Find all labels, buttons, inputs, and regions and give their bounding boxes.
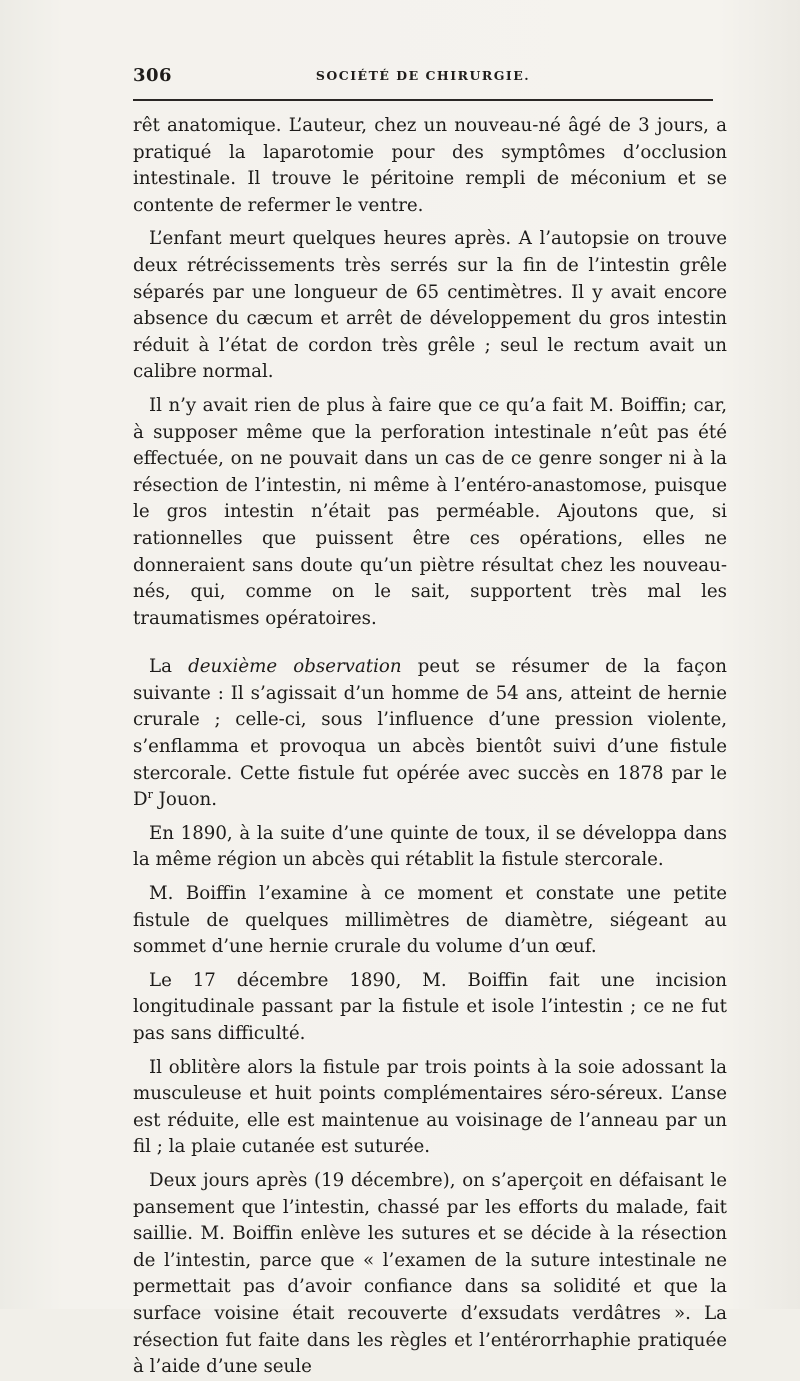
- page-number: 306: [133, 65, 173, 86]
- paragraph-continued: rêt anatomique. L’auteur, chez un nouveau-né âgé de 3 jours, a pratiqué la laparotomie pour des symptômes d’occlusion intestinale. Il trouve le péritoine rempli de méconium et se contente de refermer le ventre.: [133, 115, 727, 216]
- paragraph-examination: M. Boiffin l’examine à ce moment et constate une petite fistule de quelques millimètres de diamètre, siégeant au sommet d’une hernie crurale du volume d’un œuf.: [133, 883, 727, 958]
- p4-superscript: r: [147, 788, 153, 802]
- paragraph-autopsy: L’enfant meurt quelques heures après. A l’autopsie on trouve deux rétrécissements très serrés sur la fin de l’intestin grêle séparés par une longueur de 65 centimètres. Il y avait encore absence du cæcum et arrêt de développement du gros intestin réduit à l’état de cordon très grêle ; seul le rectum avait un calibre normal.: [133, 228, 727, 383]
- header-rule: [133, 99, 713, 101]
- paragraph-1890: En 1890, à la suite d’une quinte de toux, il se développa dans la même région un abcès qui rétablit la fistule stercorale.: [133, 822, 727, 871]
- paragraph-incision: Le 17 décembre 1890, M. Boiffin fait une incision longitudinale passant par la fistule et isole l’intestin ; ce ne fut pas sans difficulté.: [133, 969, 727, 1044]
- paragraph-commentary: Il n’y avait rien de plus à faire que ce qu’a fait M. Boiffin; car, à supposer même que la perforation intestinale n’eût pas été effectuée, on ne pouvait dans un cas de ce genre songer ni à la résection de l’intestin, ni même à l’entéro-anastomose, puisque le gros intestin n’était pas perméable. Ajoutons que, si rationnelles que puissent être ces opérations, elles ne donneraient sans doute qu’un piètre résultat chez les nouveau-nés, qui, comme on le sait, supportent très mal les traumatismes opératoires.: [133, 394, 727, 629]
- paragraph-second-observation: [133, 654, 727, 814]
- p4-rest: peut se résumer de la façon suivante : Il s’agissait d’un homme de 54 ans, atteint de hernie crurale ; celle-ci, sous l’influence d’une pression violente, s’enflamma et provoqua un abcès bientôt suivi d’une fistule stercorale. Cette fistule fut opérée avec succès en 1878 par le D: [133, 656, 728, 811]
- body-text: [133, 113, 727, 1381]
- paragraph-resection: Deux jours après (19 décembre), on s’aperçoit en défaisant le pansement que l’intestin, chassé par les efforts du malade, fait saillie. M. Boiffin enlève les sutures et se décide à la résection de l’intestin, parce que « l’examen de la suture intestinale ne permettait pas d’avoir confiance dans sa solidité et que la surface voisine était recouverte d’exsudats verdâtres ». La résection fut faite dans les règles et l’entérorrhaphie pratiquée à l’aide d’une seule: [133, 1169, 727, 1378]
- running-title: SOCIÉTÉ DE CHIRURGIE.: [315, 68, 531, 83]
- p4-start: La: [149, 656, 189, 678]
- p4-italic-phrase: deuxième observation: [188, 656, 402, 678]
- paragraph-suture: Il oblitère alors la fistule par trois points à la soie adossant la musculeuse et huit points complémentaires séro-séreux. L’anse est réduite, elle est maintenue au voisinage de l’anneau par un fil ; la plaie cutanée est suturée.: [133, 1056, 727, 1158]
- p4-end: Jouon.: [152, 789, 218, 811]
- page-header: [133, 65, 713, 89]
